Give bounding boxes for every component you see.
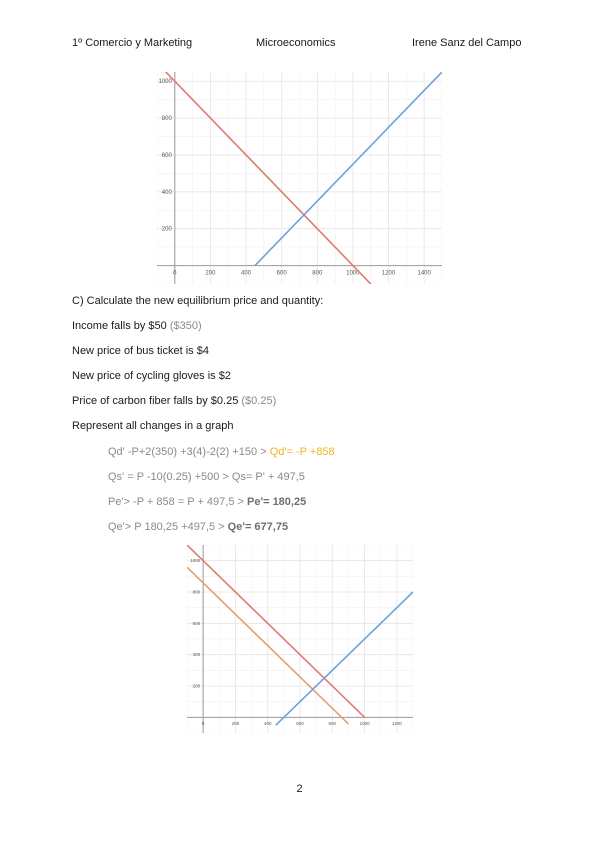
- y-tick-label: 1000: [158, 79, 172, 86]
- y-tick-label: 200: [161, 226, 172, 233]
- x-tick-label: 800: [312, 270, 323, 277]
- equation-demand-result: Qd'= -P +858: [269, 446, 335, 458]
- change-bus-ticket: New price of bus ticket is $4: [72, 345, 209, 357]
- x-tick-label: 1200: [391, 720, 402, 726]
- x-tick-label: 1200: [381, 270, 396, 277]
- instruction-graph: Represent all changes in a graph: [72, 420, 234, 432]
- equation-demand: [108, 446, 335, 458]
- equation-quantity-result: Qe'= 677,75: [227, 521, 289, 533]
- change-income-note: ($350): [169, 320, 202, 332]
- equation-quantity: [108, 521, 288, 533]
- y-tick-label: 1000: [190, 558, 201, 564]
- x-tick-label: 1000: [346, 270, 360, 277]
- x-tick-label: 400: [241, 270, 252, 277]
- y-tick-label: 200: [192, 683, 201, 689]
- chart-new-svg: [187, 545, 413, 733]
- x-tick-label: 600: [296, 720, 304, 726]
- x-tick-label: 600: [276, 270, 287, 277]
- equation-supply: Qs' = P -10(0.25) +500 > Qs= P' + 497,5: [108, 471, 305, 483]
- y-tick-label: 400: [161, 189, 172, 196]
- equation-quantity-work: Qe'> P 180,25 +497,5 >: [108, 521, 225, 533]
- y-tick-label: 800: [192, 589, 201, 595]
- header-course: 1º Comercio y Marketing: [72, 37, 193, 49]
- y-tick-label: 800: [161, 116, 172, 123]
- y-tick-label: 600: [161, 152, 172, 159]
- x-tick-label: 0: [173, 270, 177, 277]
- change-carbon-fiber-note: ($0.25): [241, 395, 277, 407]
- x-tick-label: 200: [231, 720, 240, 726]
- equation-price-work: Pe'> -P + 858 = P + 497,5 >: [108, 496, 244, 508]
- header-author: Irene Sanz del Campo: [412, 37, 522, 49]
- equation-demand-work: Qd' -P+2(350) +3(4)-2(2) +150 >: [108, 446, 267, 458]
- series-line-3: [276, 592, 413, 725]
- header-subject: Microeconomics: [256, 37, 336, 49]
- change-cycling-gloves: New price of cycling gloves is $2: [72, 370, 231, 382]
- chart-original-svg: [157, 72, 442, 284]
- equation-price-result: Pe'= 180,25: [247, 496, 307, 508]
- change-carbon-fiber-text: Price of carbon fiber falls by $0.25: [72, 395, 239, 407]
- series-line-2: [255, 72, 442, 266]
- change-income: [72, 320, 202, 332]
- series-line-1: [187, 545, 365, 717]
- equation-price: [108, 496, 306, 508]
- x-tick-label: 1400: [417, 270, 431, 277]
- y-tick-label: 400: [192, 652, 201, 658]
- plot-area: [187, 545, 413, 733]
- plot-area: [157, 72, 442, 284]
- x-tick-label: 800: [328, 720, 337, 726]
- x-tick-label: 1000: [359, 720, 370, 726]
- section-heading: C) Calculate the new equilibrium price and quantity:: [72, 295, 324, 307]
- chart-new: [187, 545, 413, 733]
- chart-original: [157, 72, 442, 284]
- x-tick-label: 0: [201, 720, 205, 726]
- x-tick-label: 200: [205, 270, 216, 277]
- change-carbon-fiber: [72, 395, 276, 407]
- change-income-text: Income falls by $50: [72, 320, 167, 332]
- x-tick-label: 400: [263, 720, 272, 726]
- y-tick-label: 600: [192, 620, 201, 626]
- page-number: 2: [296, 783, 303, 795]
